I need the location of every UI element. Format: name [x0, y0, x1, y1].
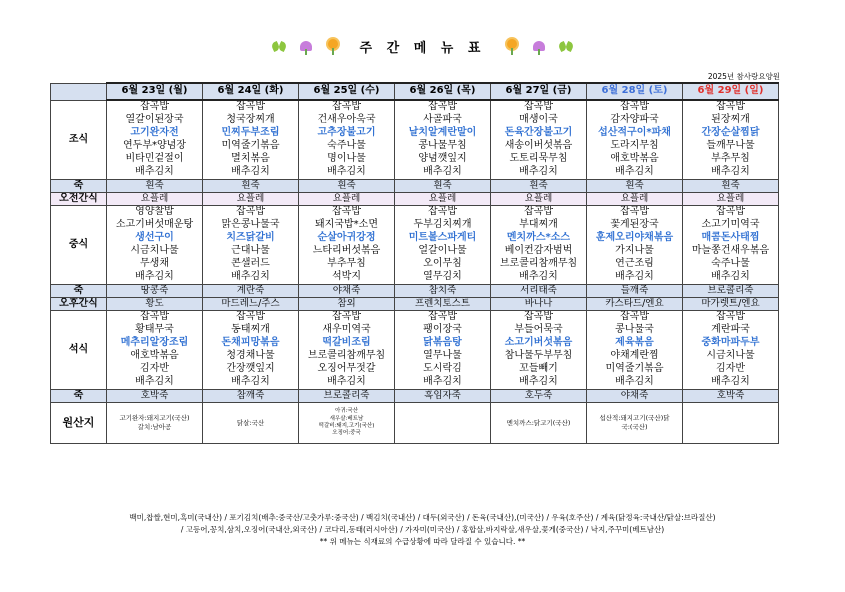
band-cell: 흰죽 — [299, 180, 395, 193]
menu-item: 배추김치 — [711, 271, 750, 282]
band-cell: 요플레 — [299, 193, 395, 206]
menu-item: 잡곡밥 — [524, 101, 553, 112]
menu-item: 참나물두부무침 — [504, 350, 573, 361]
band-cell: 바나나 — [491, 298, 587, 311]
band-cell: 흰죽 — [107, 180, 203, 193]
meal-label: 석식 — [51, 311, 107, 390]
menu-item: 베이컨감자범벅 — [504, 245, 573, 256]
band-cell: 야채죽 — [587, 390, 683, 403]
origin-cell — [203, 403, 299, 444]
menu-item: 잡곡밥 — [620, 311, 649, 322]
main-dish: 소고기버섯볶음 — [504, 337, 573, 348]
menu-item: 콩나물무침 — [418, 140, 467, 151]
menu-item: 부추무침 — [327, 258, 366, 269]
menu-cell — [395, 100, 491, 180]
menu-item: 간장깻잎지 — [226, 363, 275, 374]
menu-cell — [299, 100, 395, 180]
menu-item: 배추김치 — [423, 166, 462, 177]
menu-item: 맑은콩나물국 — [221, 219, 280, 230]
band-cell: 흰죽 — [395, 180, 491, 193]
menu-item: 잡곡밥 — [236, 311, 265, 322]
meal-label: 조식 — [51, 100, 107, 180]
menu-item: 배추김치 — [231, 376, 270, 387]
menu-item: 시금치나물 — [130, 245, 179, 256]
menu-item: 감자양파국 — [610, 114, 659, 125]
origin-cell — [395, 403, 491, 444]
menu-item: 배추김치 — [519, 166, 558, 177]
menu-item: 배추김치 — [135, 166, 174, 177]
menu-item: 브로콜리참깨무침 — [499, 258, 578, 269]
menu-cell — [491, 100, 587, 180]
corner-cell — [51, 83, 107, 100]
day-header: 6월 26일 (목) — [395, 83, 491, 100]
organization-label: 2025년 참사랑요양원 — [707, 72, 780, 81]
menu-item: 얼갈이나물 — [418, 245, 467, 256]
band-cell: 카스타드/엔요 — [587, 298, 683, 311]
menu-item: 배추김치 — [135, 271, 174, 282]
band-cell: 브로콜리죽 — [299, 390, 395, 403]
band-cell: 야채죽 — [299, 285, 395, 298]
breakfast-porridge-row — [51, 180, 779, 193]
main-dish: 메추리알장조림 — [120, 337, 189, 348]
menu-item: 계란파국 — [711, 324, 750, 335]
main-dish: 돈채피망볶음 — [221, 337, 280, 348]
main-dish: 섭산적구이*파채 — [598, 127, 671, 138]
menu-item: 잡곡밥 — [236, 101, 265, 112]
menu-item: 콩나물국 — [615, 324, 654, 335]
meal-label: 원산지 — [51, 403, 107, 444]
main-dish: 돈육간장불고기 — [504, 127, 573, 138]
menu-item: 김자반 — [140, 363, 169, 374]
origin-line: 닭살:국산 — [236, 418, 265, 427]
band-cell: 참치죽 — [395, 285, 491, 298]
day-header-row — [51, 83, 779, 100]
menu-item: 배추김치 — [519, 376, 558, 387]
origin-line: 새우살:베트남 — [329, 415, 364, 422]
menu-item: 부들어묵국 — [514, 324, 563, 335]
menu-item: 잡곡밥 — [428, 311, 457, 322]
band-cell: 참외 — [299, 298, 395, 311]
menu-cell — [203, 100, 299, 180]
menu-item: 잡곡밥 — [140, 311, 169, 322]
menu-item: 김자반 — [716, 363, 745, 374]
main-dish: 닭볶음탕 — [423, 337, 462, 348]
menu-item: 부대찌개 — [519, 219, 558, 230]
menu-item: 배추김치 — [231, 166, 270, 177]
menu-cell — [203, 311, 299, 390]
menu-item: 배추김치 — [711, 166, 750, 177]
menu-item: 애호박볶음 — [130, 350, 179, 361]
menu-cell — [107, 311, 203, 390]
menu-item: 잡곡밥 — [620, 206, 649, 217]
menu-item: 미역줄기볶음 — [221, 140, 280, 151]
menu-item: 숙주나물 — [711, 258, 750, 269]
menu-cell — [587, 311, 683, 390]
menu-item: 부추무침 — [711, 153, 750, 164]
menu-item: 연근조림 — [615, 258, 654, 269]
menu-cell — [683, 206, 779, 285]
day-header: 6월 27일 (금) — [491, 83, 587, 100]
origin-row — [51, 403, 779, 444]
menu-item: 청경채나물 — [226, 350, 275, 361]
menu-cell — [587, 100, 683, 180]
menu-item: 배추김치 — [327, 376, 366, 387]
menu-item: 무생채 — [140, 258, 169, 269]
menu-item: 잡곡밥 — [524, 206, 553, 217]
origin-line: 오징어:중국 — [332, 430, 361, 437]
menu-item: 잡곡밥 — [332, 101, 361, 112]
heart-flower-icon — [298, 39, 314, 55]
main-dish: 고기완자전 — [130, 127, 179, 138]
meal-label: 죽 — [51, 285, 107, 298]
menu-item: 도시락김 — [423, 363, 462, 374]
menu-item: 석박지 — [332, 271, 361, 282]
menu-item: 배추김치 — [327, 166, 366, 177]
main-dish: 날치알계란말이 — [408, 127, 477, 138]
main-dish: 매콤돈사태찜 — [701, 232, 760, 243]
menu-item: 열무김치 — [423, 271, 462, 282]
origin-line: 멘치까스:닭고기(국산) — [506, 418, 571, 427]
band-cell: 요플레 — [395, 193, 491, 206]
band-cell: 호두죽 — [491, 390, 587, 403]
band-cell: 황도 — [107, 298, 203, 311]
menu-item: 배추김치 — [615, 166, 654, 177]
band-cell: 마가렛트/엔요 — [683, 298, 779, 311]
menu-item: 열무나물 — [423, 350, 462, 361]
menu-cell — [395, 206, 491, 285]
menu-item: 소고기버섯매운탕 — [115, 219, 194, 230]
band-cell: 흰죽 — [683, 180, 779, 193]
menu-item: 양념깻잎지 — [418, 153, 467, 164]
sprout-icon — [271, 39, 287, 55]
menu-item: 잡곡밥 — [716, 206, 745, 217]
menu-item: 미역줄기볶음 — [605, 363, 664, 374]
day-header: 6월 24일 (화) — [203, 83, 299, 100]
menu-item: 배추김치 — [711, 376, 750, 387]
main-dish: 민찌두부조림 — [221, 127, 280, 138]
menu-item: 연두부*양념장 — [123, 140, 186, 151]
menu-item: 건새우아욱국 — [317, 114, 376, 125]
am-snack-row — [51, 193, 779, 206]
menu-item: 잡곡밥 — [620, 101, 649, 112]
main-dish: 간장순살찜닭 — [701, 127, 760, 138]
menu-cell — [491, 206, 587, 285]
main-dish: 멘치까스*소스 — [506, 232, 571, 243]
origin-cell — [587, 403, 683, 444]
menu-item: 열갈이된장국 — [125, 114, 184, 125]
menu-item: 느타리버섯볶음 — [312, 245, 381, 256]
menu-item: 잡곡밥 — [428, 101, 457, 112]
menu-item: 팽이장국 — [423, 324, 462, 335]
menu-item: 청국장찌개 — [226, 114, 275, 125]
menu-item: 야채계란찜 — [610, 350, 659, 361]
menu-item: 매생이국 — [519, 114, 558, 125]
main-dish: 훈제오리야채볶음 — [595, 232, 674, 243]
sprout-icon — [558, 39, 574, 55]
menu-item: 꼬들빼기 — [519, 363, 558, 374]
band-cell: 계란죽 — [203, 285, 299, 298]
lunch-porridge-row — [51, 285, 779, 298]
meal-label: 오전간식 — [51, 193, 107, 206]
disclaimer-note: ** 위 메뉴는 식재료의 수급상황에 따라 달라질 수 있습니다. ** — [319, 537, 526, 546]
menu-item: 근대나물 — [231, 245, 270, 256]
origin-line: 고기완자:돼지고기(국산) — [119, 414, 190, 423]
lunch-row — [51, 206, 779, 285]
band-cell: 요플레 — [107, 193, 203, 206]
band-cell: 서리태죽 — [491, 285, 587, 298]
menu-item: 동태찌개 — [231, 324, 270, 335]
menu-item: 잡곡밥 — [332, 311, 361, 322]
menu-item: 애호박볶음 — [610, 153, 659, 164]
menu-item: 소고기미역국 — [701, 219, 760, 230]
origin-line: 아귀:국산 — [334, 408, 359, 415]
main-dish: 치즈닭갈비 — [226, 232, 275, 243]
menu-item: 꽃게된장국 — [610, 219, 659, 230]
menu-item: 돼지국밥*소면 — [315, 219, 378, 230]
menu-cell — [395, 311, 491, 390]
menu-item: 영양찰밥 — [135, 206, 174, 217]
page-title: 주 간 메 뉴 표 — [359, 41, 486, 56]
band-cell: 흰죽 — [203, 180, 299, 193]
origin-line: 섭산적:돼지고기(국산)닭 — [599, 414, 670, 423]
weekly-menu-table — [50, 82, 779, 444]
origin-line: 국:(국산) — [621, 423, 648, 431]
meal-label: 오후간식 — [51, 298, 107, 311]
main-dish: 미트볼스파게티 — [408, 232, 477, 243]
menu-item: 사골파국 — [423, 114, 462, 125]
menu-item: 도라지무침 — [610, 140, 659, 151]
meal-label: 죽 — [51, 180, 107, 193]
origin-cell — [299, 403, 395, 444]
menu-item: 도토리묵무침 — [509, 153, 568, 164]
day-header: 6월 23일 (월) — [107, 83, 203, 100]
dinner-porridge-row — [51, 390, 779, 403]
band-cell: 흰죽 — [587, 180, 683, 193]
origin-cell — [683, 403, 779, 444]
main-dish: 생선구이 — [135, 232, 174, 243]
menu-item: 오징어무젓갈 — [317, 363, 376, 374]
origin-cell — [491, 403, 587, 444]
origin-cell — [107, 403, 203, 444]
menu-item: 배추김치 — [615, 271, 654, 282]
menu-item: 새송이버섯볶음 — [504, 140, 573, 151]
band-cell: 요플레 — [587, 193, 683, 206]
menu-item: 배추김치 — [615, 376, 654, 387]
pm-snack-row — [51, 298, 779, 311]
menu-item: 콘샐러드 — [231, 258, 270, 269]
menu-item: 배추김치 — [231, 271, 270, 282]
menu-item: 잡곡밥 — [140, 101, 169, 112]
day-header: 6월 28일 (토) — [587, 83, 683, 100]
main-dish: 고추장불고기 — [317, 127, 376, 138]
menu-item: 황태무국 — [135, 324, 174, 335]
band-cell: 호박죽 — [683, 390, 779, 403]
menu-item: 배추김치 — [519, 271, 558, 282]
menu-item: 마늘쫑건새우볶음 — [691, 245, 770, 256]
menu-cell — [683, 100, 779, 180]
dinner-row — [51, 311, 779, 390]
band-cell: 요플레 — [491, 193, 587, 206]
band-cell: 호박죽 — [107, 390, 203, 403]
menu-item: 브로콜리참깨무침 — [307, 350, 386, 361]
menu-item: 숙주나물 — [327, 140, 366, 151]
menu-item: 잡곡밥 — [524, 311, 553, 322]
main-dish: 떡갈비조림 — [322, 337, 371, 348]
band-cell: 참깨죽 — [203, 390, 299, 403]
main-dish: 중화마파두부 — [701, 337, 760, 348]
flower-icon — [325, 39, 341, 55]
band-cell: 들깨죽 — [587, 285, 683, 298]
day-header: 6월 25일 (수) — [299, 83, 395, 100]
menu-item: 잡곡밥 — [236, 206, 265, 217]
meal-label: 죽 — [51, 390, 107, 403]
menu-item: 들깨무나물 — [706, 140, 755, 151]
meal-label: 중식 — [51, 206, 107, 285]
menu-item: 잡곡밥 — [428, 206, 457, 217]
menu-item: 된장찌개 — [711, 114, 750, 125]
menu-item: 비타민겉절이 — [125, 153, 184, 164]
menu-item: 잡곡밥 — [716, 311, 745, 322]
origin-note-line-1: 백미,찹쌀,현미,흑미(국내산) / 포기김치(배추:중국산/고춧가루:중국산) / 백김치(국내산) / 대두(외국산) / 돈육(국내산),(미국산) / 우육(호주산) / 계육(닭정육:국내산/닭살:브라질산) — [129, 513, 716, 522]
origin-note-line-2: / 고등어,꽁치,삼치,오징어(국내산,외국산) / 코다리,동태(러시아산) / 가자미(미국산) / 홍합살,바지락살,새우살,꽃게(중국산) / 낙지,주꾸미(베트남산) — [180, 525, 665, 534]
menu-item: 잡곡밥 — [716, 101, 745, 112]
band-cell: 마드레느/주스 — [203, 298, 299, 311]
origin-line: 떡갈비:돼지,고기(국산) — [318, 423, 375, 429]
band-cell: 흑임자죽 — [395, 390, 491, 403]
breakfast-row — [51, 100, 779, 180]
menu-item: 배추김치 — [423, 376, 462, 387]
main-dish: 제육볶음 — [615, 337, 654, 348]
menu-cell — [107, 100, 203, 180]
menu-item: 멸치볶음 — [231, 153, 270, 164]
title-row — [0, 36, 845, 60]
menu-cell — [491, 311, 587, 390]
menu-cell — [683, 311, 779, 390]
band-cell: 요플레 — [203, 193, 299, 206]
menu-item: 두부김치찌개 — [413, 219, 472, 230]
heart-flower-icon — [531, 39, 547, 55]
menu-item: 잡곡밥 — [332, 206, 361, 217]
band-cell: 프렌치토스트 — [395, 298, 491, 311]
band-cell: 땅콩죽 — [107, 285, 203, 298]
main-dish: 순살아귀강정 — [317, 232, 376, 243]
menu-cell — [203, 206, 299, 285]
flower-icon — [504, 39, 520, 55]
menu-cell — [299, 206, 395, 285]
menu-cell — [587, 206, 683, 285]
origin-line: 갈치:남아공 — [137, 423, 172, 431]
band-cell: 요플레 — [683, 193, 779, 206]
menu-item: 시금치나물 — [706, 350, 755, 361]
menu-item: 배추김치 — [135, 376, 174, 387]
menu-item: 가지나물 — [615, 245, 654, 256]
menu-cell — [299, 311, 395, 390]
day-header: 6월 29일 (일) — [683, 83, 779, 100]
menu-item: 오이무침 — [423, 258, 462, 269]
band-cell: 흰죽 — [491, 180, 587, 193]
menu-item: 명이나물 — [327, 153, 366, 164]
menu-cell — [107, 206, 203, 285]
band-cell: 브로콜리죽 — [683, 285, 779, 298]
menu-item: 새우미역국 — [322, 324, 371, 335]
